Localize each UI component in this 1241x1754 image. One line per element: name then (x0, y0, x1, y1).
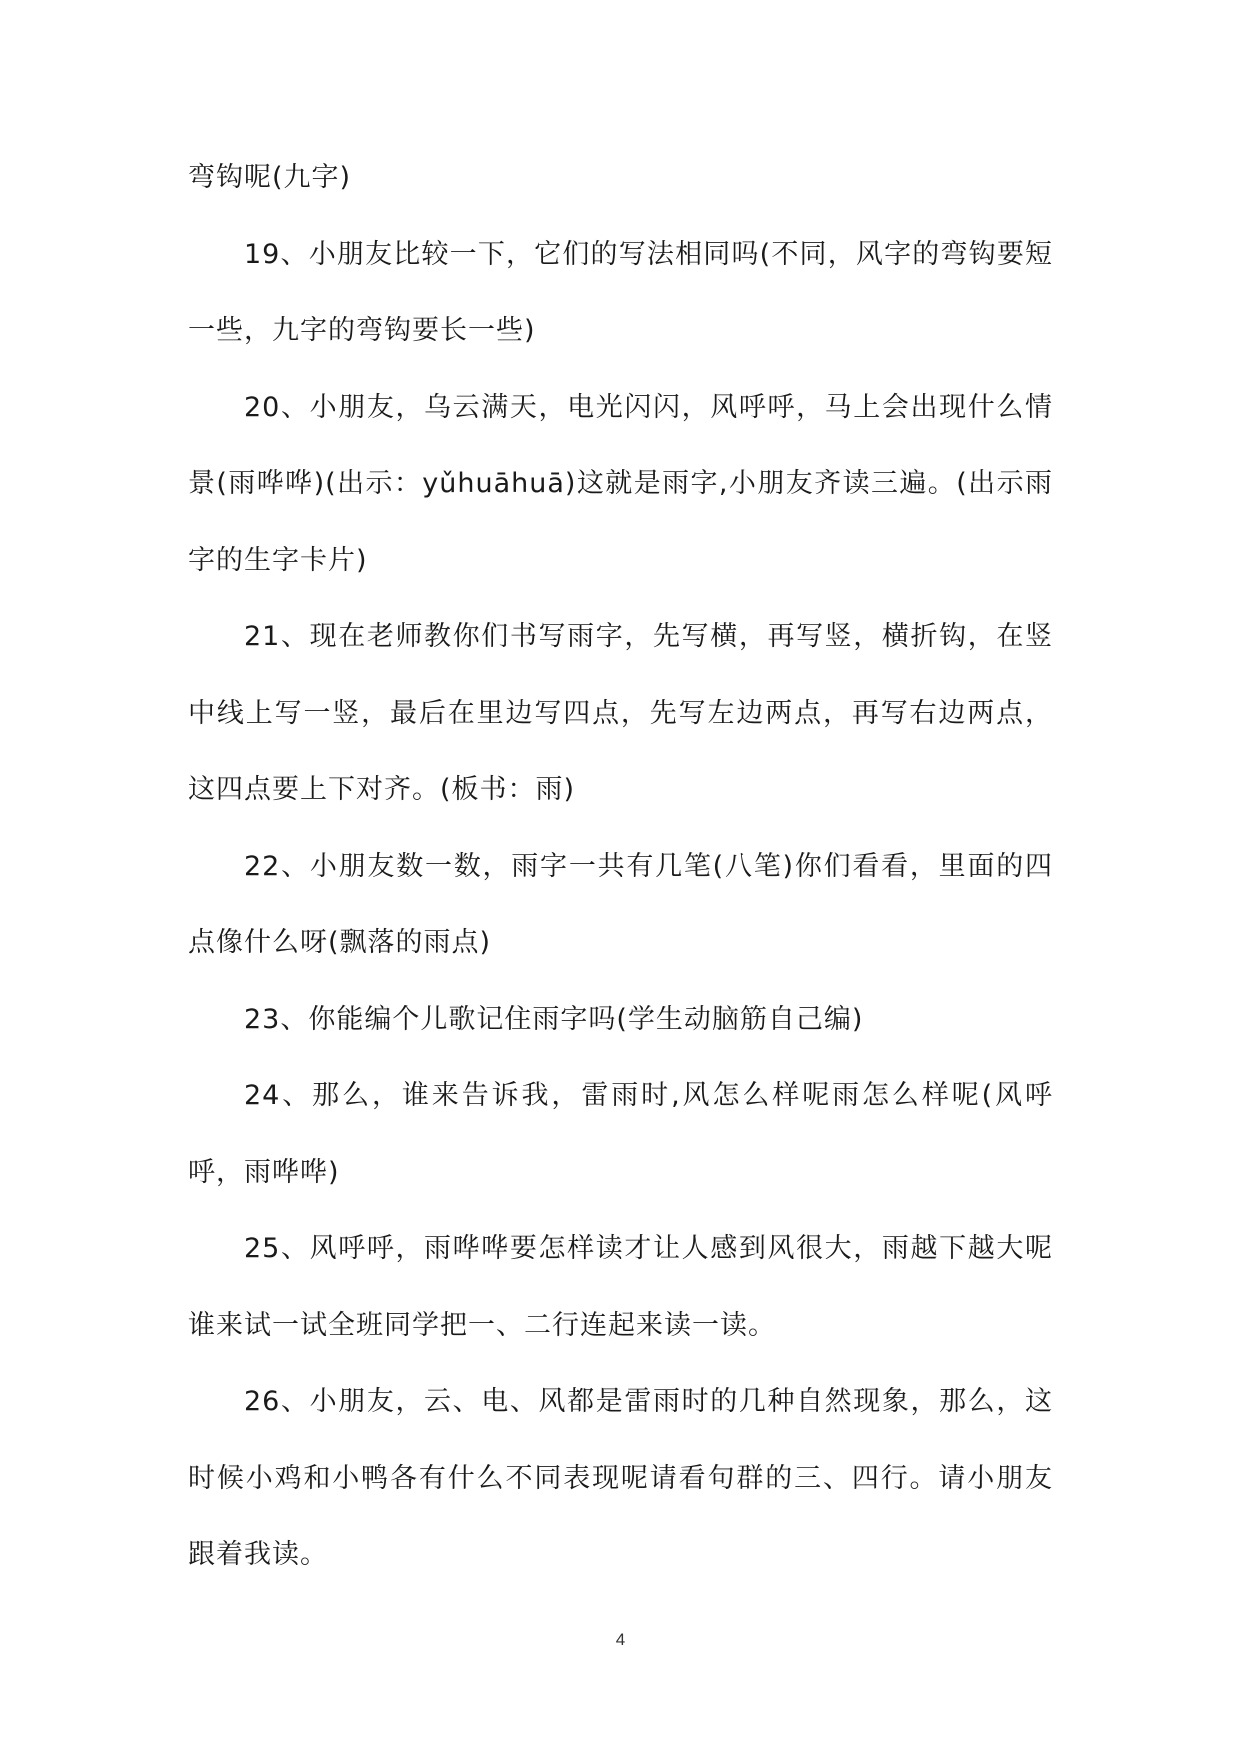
paragraph-continuation: 弯钩呢(九字) (188, 162, 352, 193)
paragraph-item-23: 23、你能编个儿歌记住雨字吗(学生动脑筋自己编) (244, 1003, 864, 1035)
paragraph-item-24: 24、那么，谁来告诉我，雷雨时,风怎么样呢雨怎么样呢(风呼呼，雨哗哗) (188, 1080, 1053, 1188)
paragraph-item-25: 25、风呼呼，雨哗哗要怎样读才让人感到风很大，雨越下越大呢谁来试一试全班同学把一、二行连起来读一读。 (188, 1233, 1053, 1341)
paragraph-item-26: 26、小朋友，云、电、风都是雷雨时的几种自然现象，那么，这时候小鸡和小鸭各有什么不同表现呢请看句群的三、四行。请小朋友跟着我读。 (188, 1386, 1053, 1570)
page-number: 4 (615, 1630, 626, 1649)
paragraph-item-22: 22、小朋友数一数，雨字一共有几笔(八笔)你们看看，里面的四点像什么呀(飘落的雨点) (188, 850, 1053, 958)
paragraph-item-20: 20、小朋友，乌云满天，电光闪闪，风呼呼，马上会出现什么情景(雨哗哗)(出示：yǔhuāhuā)这就是雨字,小朋友齐读三遍。(出示雨字的生字卡片) (188, 391, 1053, 576)
paragraph-item-21: 21、现在老师教你们书写雨字，先写横，再写竖，横折钩，在竖中线上写一竖，最后在里边写四点，先写左边两点，再写右边两点，这四点要上下对齐。(板书：雨) (188, 621, 1053, 805)
paragraph-item-19: 19、小朋友比较一下，它们的写法相同吗(不同，风字的弯钩要短一些，九字的弯钩要长一些) (188, 238, 1053, 346)
document-body (188, 140, 1053, 1594)
